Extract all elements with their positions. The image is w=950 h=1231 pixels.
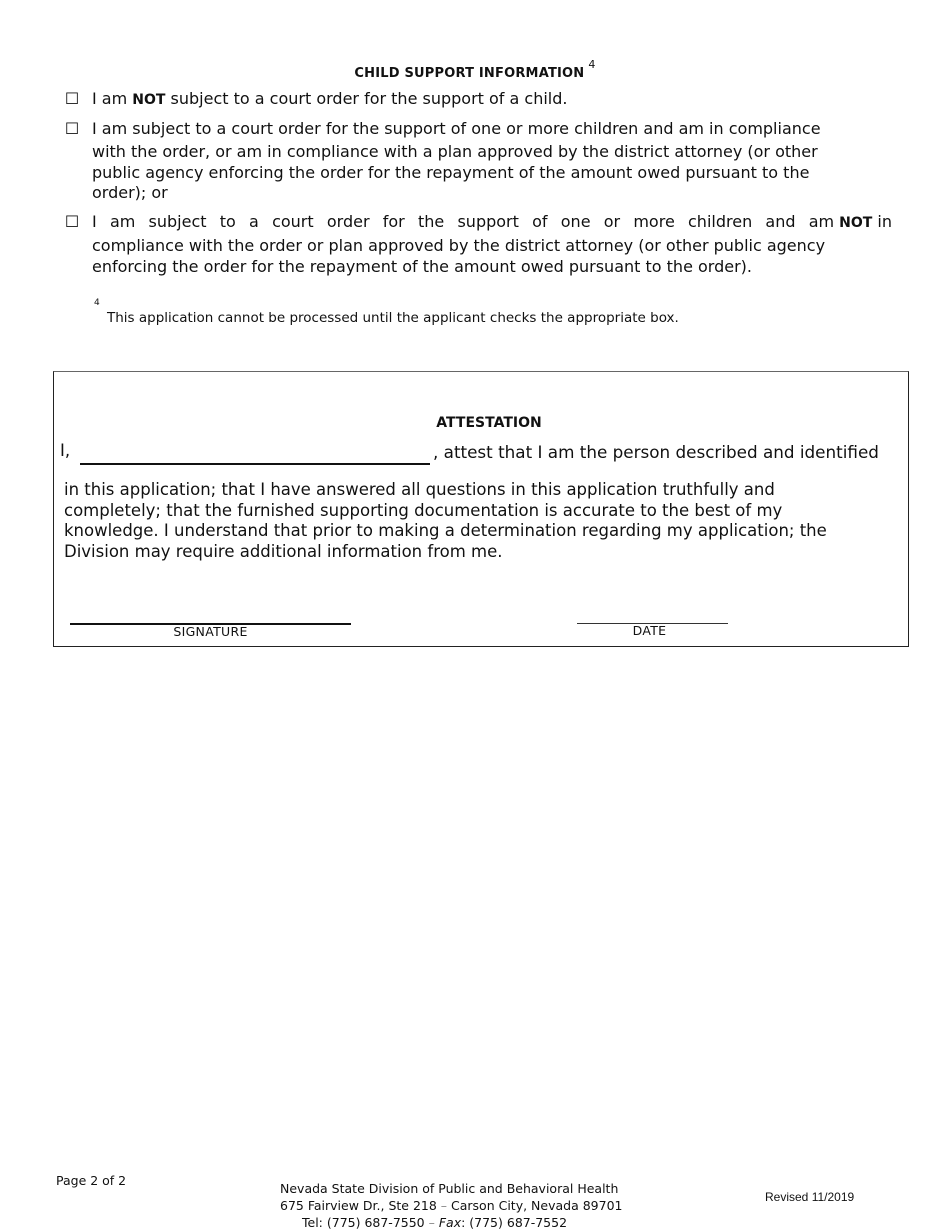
date-label: DATE [632,623,667,638]
footer-separator: – [436,1198,452,1213]
attestation-body [64,480,904,563]
footer-org: Nevada State Division of Public and Behavioral Health [280,1181,619,1196]
title-footnote-ref: 4 [588,58,596,71]
option-line: enforcing the order for the repayment of the amount owed pursuant to the order). [92,256,752,276]
attestation-line: in this application; that I have answered all questions in this application truthfully and [64,480,775,499]
checkbox-not-subject[interactable]: ☐ [64,89,80,108]
option-text: I am subject to a court order for the support of one or more children and am [92,212,835,231]
option-text: I am [92,89,133,108]
attestation-suffix: , attest that I am the person described and identified [433,442,879,462]
footer-address-block [280,1180,622,1231]
option-text: in [877,212,892,231]
section-title-text: CHILD SUPPORT INFORMATION [354,66,585,81]
signature-label: SIGNATURE [173,624,248,639]
attestation-prefix: I, [60,441,71,460]
section-title [0,58,950,81]
footer-city: Carson City, Nevada 89701 [451,1198,623,1213]
attestation-title: ATTESTATION [436,415,542,431]
option-line: with the order, or am in compliance with a plan approved by the district attorney (or other [92,142,818,161]
option-line: order); or [92,183,168,202]
footnote-text: This application cannot be processed until the applicant checks the appropriate box. [107,310,679,326]
attestation-line: completely; that the furnished supporting documentation is accurate to the best of my [64,500,783,520]
checkbox-not-in-compliance[interactable]: ☐ [64,212,80,231]
footer-phone [280,1214,622,1231]
footer-fax: : (775) 687-7552 [461,1215,568,1230]
option-emphasis: NOT [132,92,166,108]
footer-street: 675 Fairview Dr., Ste 218 [280,1198,437,1213]
option-in-compliance-text [92,119,899,204]
checkbox-in-compliance[interactable]: ☐ [64,119,80,138]
footer-fax-label: Fax [438,1215,462,1230]
option-not-in-compliance-text [92,212,892,277]
footer-tel: Tel: (775) 687-7550 [302,1215,425,1230]
option-line: I am subject to a court order for the support of one or more children and am in compliance [92,119,821,138]
page-number: Page 2 of 2 [56,1173,127,1188]
option-line [92,212,892,234]
option-line: compliance with the order or plan approved by the district attorney (or other public agency [92,236,826,255]
option-text: subject to a court order for the support of a child. [165,89,568,108]
footer-separator: – [424,1215,439,1230]
option-emphasis: NOT [839,215,873,231]
option-line: public agency enforcing the order for the repayment of the amount owed pursuant to the [92,162,810,182]
name-input-line[interactable] [80,463,430,465]
option-not-subject-text [92,89,902,111]
footnote-number: 4 [94,298,100,308]
attestation-line: knowledge. I understand that prior to making a determination regarding my application; the [64,521,827,541]
revision-date: Revised 11/2019 [765,1190,855,1204]
attestation-line: Division may require additional information from me. [64,542,503,562]
footer-address [280,1197,622,1214]
